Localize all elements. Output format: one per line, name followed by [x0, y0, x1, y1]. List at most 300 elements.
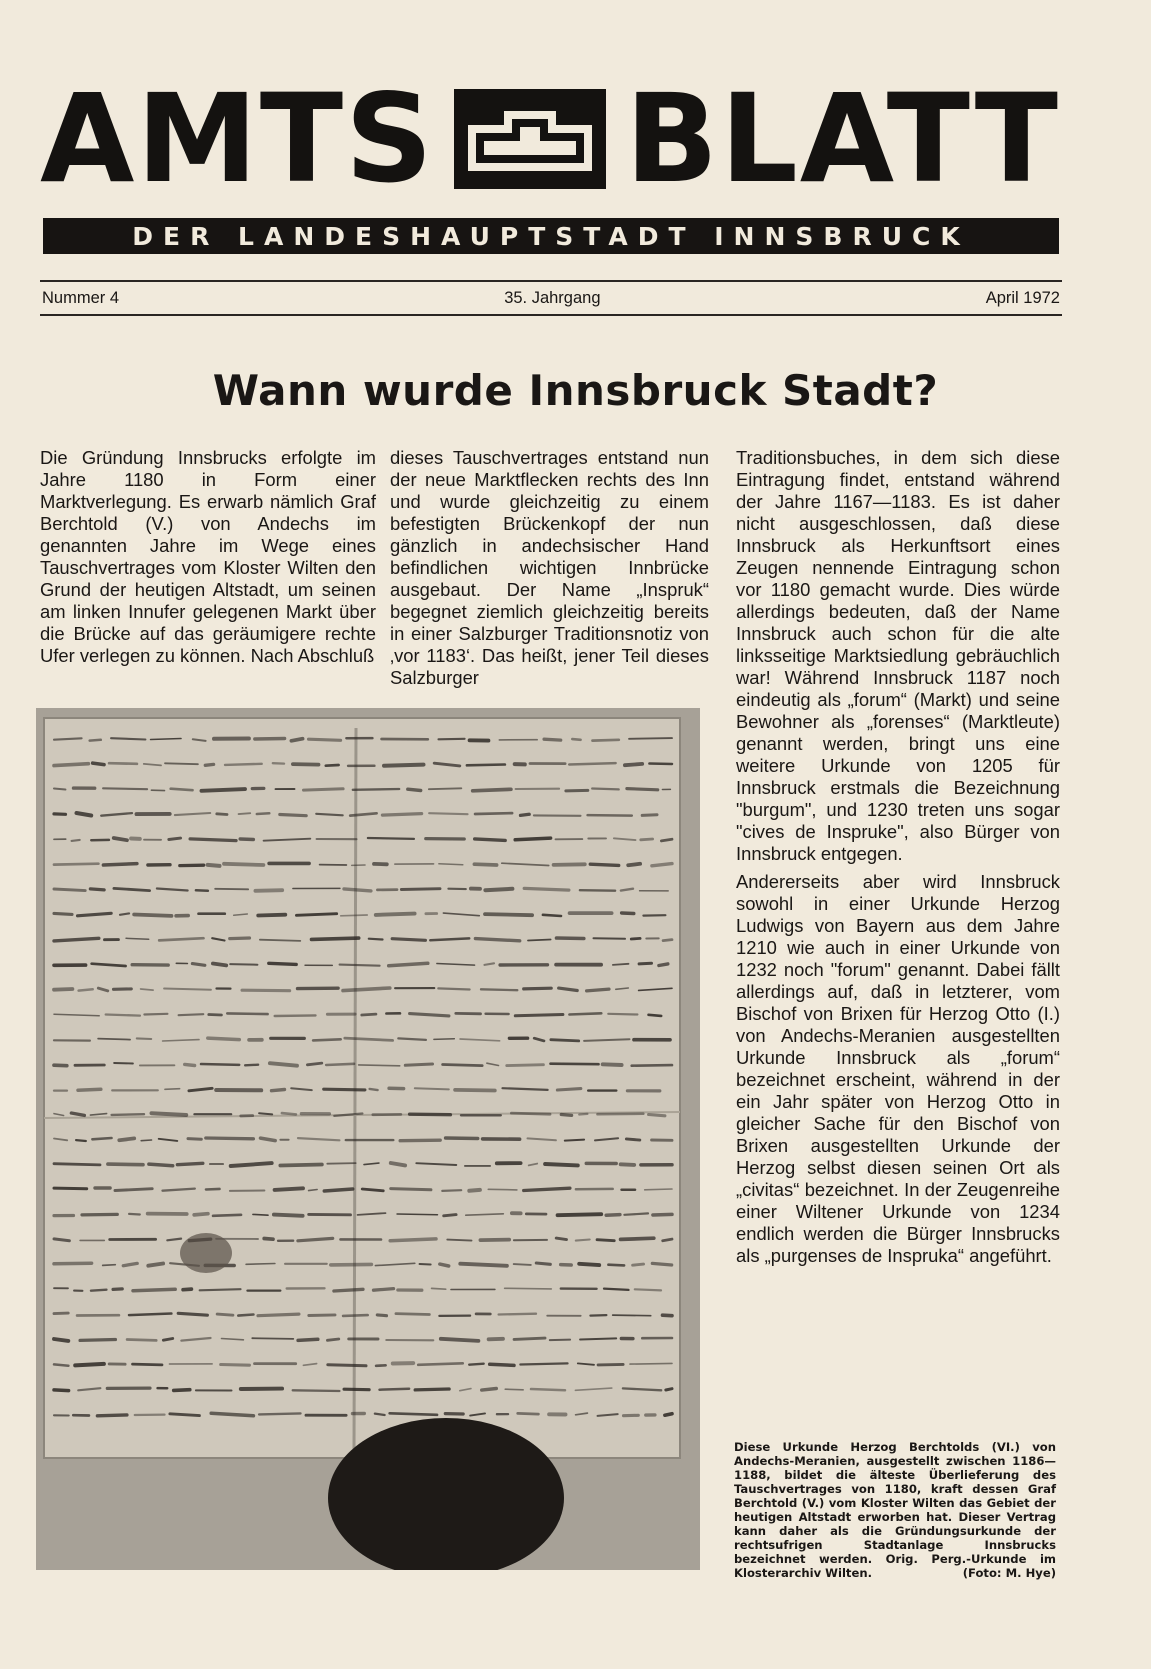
- script-stroke: [455, 1090, 495, 1091]
- script-stroke: [515, 1015, 563, 1016]
- script-stroke: [569, 763, 615, 764]
- script-stroke: [590, 864, 618, 865]
- issue-volume: 35. Jahrgang: [504, 288, 601, 307]
- script-stroke: [328, 1365, 366, 1366]
- script-stroke: [621, 1238, 654, 1239]
- script-stroke: [183, 1289, 191, 1290]
- script-stroke: [258, 1314, 299, 1316]
- script-stroke: [556, 1238, 566, 1240]
- script-stroke: [133, 1364, 163, 1365]
- script-stroke: [225, 764, 262, 765]
- script-stroke: [485, 914, 532, 915]
- script-stroke: [353, 789, 399, 790]
- script-stroke: [206, 1189, 220, 1190]
- script-stroke: [137, 1038, 151, 1039]
- script-stroke: [171, 789, 193, 791]
- script-stroke: [151, 739, 181, 740]
- script-stroke: [79, 989, 93, 990]
- script-stroke: [613, 964, 629, 965]
- script-stroke: [652, 1263, 671, 1265]
- script-stroke: [544, 739, 561, 740]
- script-stroke: [170, 1414, 200, 1416]
- script-stroke: [429, 788, 461, 789]
- script-stroke: [275, 1015, 316, 1016]
- script-stroke: [260, 940, 300, 941]
- script-stroke: [551, 1064, 599, 1065]
- script-stroke: [469, 1364, 484, 1365]
- article-column-3: [736, 447, 1060, 1267]
- script-stroke: [362, 1014, 376, 1015]
- script-stroke: [309, 1315, 335, 1316]
- script-stroke: [327, 1339, 338, 1340]
- script-stroke: [474, 864, 496, 865]
- script-stroke: [224, 864, 263, 865]
- script-stroke: [391, 1163, 405, 1165]
- script-stroke: [592, 789, 619, 790]
- script-stroke: [270, 1063, 297, 1066]
- script-stroke: [54, 764, 88, 766]
- script-stroke: [480, 1240, 509, 1241]
- script-stroke: [230, 938, 250, 939]
- script-stroke: [341, 915, 367, 916]
- script-stroke: [628, 864, 640, 865]
- script-stroke: [642, 815, 657, 816]
- script-stroke: [109, 763, 137, 764]
- script-stroke: [326, 765, 339, 766]
- script-stroke: [208, 1038, 240, 1040]
- script-stroke: [78, 1089, 101, 1090]
- script-stroke: [587, 989, 609, 991]
- script-stroke: [490, 1364, 514, 1365]
- script-stroke: [129, 1314, 171, 1316]
- script-stroke: [604, 1289, 629, 1290]
- script-stroke: [603, 1064, 622, 1065]
- script-stroke: [269, 963, 296, 964]
- script-stroke: [259, 1113, 272, 1114]
- script-stroke: [178, 1313, 207, 1315]
- script-stroke: [259, 1413, 300, 1414]
- script-stroke: [108, 1164, 143, 1165]
- script-stroke: [475, 839, 506, 841]
- script-stroke: [111, 738, 145, 739]
- script-stroke: [54, 789, 65, 790]
- script-stroke: [245, 1065, 258, 1066]
- script-stroke: [76, 1140, 86, 1141]
- script-stroke: [327, 1163, 355, 1164]
- script-stroke: [343, 1315, 368, 1316]
- script-stroke: [443, 1065, 483, 1066]
- script-stroke: [376, 1365, 386, 1366]
- script-stroke: [90, 740, 101, 741]
- script-stroke: [316, 814, 343, 816]
- script-stroke: [521, 814, 530, 815]
- script-stroke: [141, 1140, 151, 1141]
- script-stroke: [174, 1390, 190, 1391]
- script-stroke: [298, 1339, 318, 1340]
- script-stroke: [185, 1064, 195, 1065]
- script-stroke: [106, 1015, 140, 1016]
- script-stroke: [624, 1213, 648, 1214]
- script-stroke: [511, 1113, 550, 1114]
- masthead-word-blatt: BLATT: [625, 68, 1060, 210]
- script-stroke: [123, 1263, 137, 1265]
- script-stroke: [446, 1138, 478, 1139]
- script-stroke: [597, 1240, 614, 1241]
- script-stroke: [475, 939, 519, 941]
- script-stroke: [598, 1114, 644, 1115]
- script-stroke: [391, 1189, 431, 1190]
- column-3-paragraph-2: Andererseits aber wird Innsbruck sowohl in einer Urkunde Herzog Ludwigs von Bayern aus dem Jahre 1210 wie auch in einer Urkunde von 1232 noch "forum" genannt. Dabei fällt allerdings auf, daß in letzterer, vom Bischof von Brixen für Herzog Otto (I.) von Andechs-Meranien ausgestellten Urkunde Innsbruck als „forum“ bezeichnet erscheint, während in der ein Jahr später von Herzog Otto in gleicher Sache für den Bischof von Brixen ausgestellten Urkunde der Herzog selbst diesen seinen Ort als „civitas“ bezeichnet. In der Zeugenreihe einer Wiltener Urkunde von 1234 endlich werden die Bürger Innsbrucks als „purgenses de Inspruka“ angeführt.: [736, 871, 1060, 1266]
- script-stroke: [169, 838, 181, 839]
- script-stroke: [569, 1013, 601, 1014]
- script-stroke: [545, 1164, 578, 1165]
- script-stroke: [114, 1063, 133, 1064]
- script-stroke: [54, 889, 85, 891]
- script-stroke: [127, 1340, 156, 1341]
- script-stroke: [177, 1163, 202, 1164]
- script-stroke: [489, 1339, 503, 1340]
- masthead-word-amts: AMTS: [40, 68, 435, 210]
- photo-caption: [734, 1440, 1056, 1580]
- script-stroke: [92, 1138, 111, 1139]
- script-stroke: [103, 864, 136, 865]
- script-stroke: [514, 1338, 545, 1339]
- script-stroke: [97, 1415, 127, 1416]
- script-stroke: [528, 940, 551, 941]
- script-stroke: [444, 1215, 456, 1216]
- script-stroke: [275, 1188, 303, 1190]
- script-stroke: [608, 1014, 637, 1015]
- script-stroke: [326, 1064, 354, 1065]
- script-stroke: [633, 1264, 644, 1265]
- script-stroke: [261, 1138, 276, 1141]
- script-stroke: [374, 1289, 394, 1291]
- script-stroke: [392, 939, 425, 941]
- script-stroke: [126, 938, 149, 939]
- script-stroke: [255, 890, 282, 891]
- article-column-1: [40, 447, 376, 667]
- script-stroke: [148, 1264, 163, 1266]
- script-stroke: [625, 764, 642, 765]
- script-stroke: [561, 1115, 571, 1116]
- script-stroke: [594, 938, 626, 939]
- script-stroke: [645, 1189, 672, 1190]
- script-stroke: [144, 1014, 167, 1015]
- script-stroke: [291, 739, 302, 741]
- script-stroke: [557, 938, 584, 939]
- script-stroke: [215, 889, 248, 890]
- script-stroke: [557, 1089, 580, 1090]
- script-stroke: [659, 964, 668, 966]
- script-stroke: [230, 964, 257, 965]
- script-stroke: [438, 988, 469, 989]
- script-stroke: [652, 864, 672, 866]
- script-stroke: [211, 1413, 253, 1416]
- script-stroke: [440, 1264, 449, 1266]
- script-stroke: [324, 1189, 352, 1191]
- script-stroke: [415, 1088, 449, 1089]
- script-stroke: [304, 789, 344, 790]
- photo-credit: (Foto: M. Hye): [962, 1566, 1056, 1580]
- script-stroke: [307, 1063, 321, 1065]
- script-stroke: [313, 1039, 341, 1040]
- script-stroke: [80, 1340, 115, 1341]
- script-stroke: [340, 965, 380, 966]
- script-stroke: [293, 1390, 340, 1391]
- script-stroke: [112, 1114, 144, 1115]
- script-stroke: [580, 1338, 616, 1339]
- script-stroke: [441, 1339, 479, 1341]
- script-stroke: [344, 889, 371, 891]
- script-stroke: [113, 1289, 122, 1290]
- script-stroke: [666, 1389, 672, 1390]
- script-stroke: [54, 913, 72, 914]
- script-stroke: [515, 838, 550, 840]
- script-stroke: [93, 763, 104, 765]
- script-stroke: [152, 1113, 187, 1115]
- script-stroke: [54, 1065, 67, 1066]
- script-stroke: [103, 1265, 116, 1266]
- script-stroke: [396, 1314, 430, 1315]
- script-stroke: [344, 1389, 369, 1390]
- script-stroke: [649, 764, 672, 765]
- script-stroke: [653, 1214, 672, 1215]
- script-stroke: [606, 1215, 620, 1216]
- script-stroke: [362, 1189, 383, 1191]
- script-stroke: [82, 1214, 117, 1215]
- script-stroke: [209, 1015, 222, 1016]
- script-stroke: [375, 1414, 385, 1415]
- charter-photo: [36, 708, 700, 1570]
- issue-date: April 1972: [985, 288, 1060, 307]
- script-stroke: [598, 1364, 623, 1365]
- script-stroke: [190, 839, 236, 841]
- script-stroke: [377, 1315, 386, 1316]
- script-stroke: [639, 963, 651, 964]
- script-stroke: [390, 1239, 436, 1241]
- script-stroke: [482, 1389, 497, 1391]
- script-stroke: [505, 1389, 523, 1390]
- script-stroke: [434, 1039, 454, 1040]
- script-stroke: [141, 989, 154, 990]
- script-stroke: [272, 1090, 285, 1091]
- script-stroke: [565, 1140, 584, 1141]
- script-stroke: [475, 813, 512, 814]
- script-stroke: [120, 913, 129, 914]
- script-stroke: [54, 1239, 69, 1241]
- script-stroke: [280, 1165, 322, 1166]
- script-stroke: [77, 813, 92, 816]
- script-stroke: [227, 1013, 267, 1014]
- script-stroke: [239, 813, 251, 814]
- script-stroke: [149, 1164, 173, 1166]
- script-stroke: [253, 1214, 268, 1215]
- script-stroke: [309, 739, 341, 740]
- script-stroke: [485, 889, 512, 890]
- script-stroke: [572, 739, 580, 740]
- article-column-2: [390, 447, 709, 689]
- script-stroke: [54, 1339, 68, 1341]
- script-stroke: [202, 789, 246, 791]
- script-stroke: [608, 1265, 624, 1266]
- script-stroke: [543, 915, 561, 916]
- script-stroke: [188, 1139, 201, 1140]
- script-stroke: [196, 890, 208, 891]
- script-stroke: [368, 838, 414, 839]
- script-stroke: [192, 964, 204, 966]
- script-stroke: [54, 989, 72, 990]
- medieval-charter-photo-icon: [36, 708, 700, 1570]
- script-stroke: [631, 938, 640, 939]
- script-stroke: [258, 915, 285, 916]
- script-stroke: [621, 1164, 635, 1165]
- script-stroke: [408, 789, 421, 790]
- script-stroke: [246, 1264, 275, 1265]
- script-stroke: [579, 1264, 599, 1265]
- script-stroke: [213, 964, 226, 966]
- script-stroke: [665, 1414, 672, 1416]
- script-stroke: [439, 739, 465, 740]
- script-stroke: [221, 1365, 250, 1366]
- script-stroke: [524, 988, 552, 989]
- script-stroke: [213, 1215, 241, 1216]
- script-stroke: [309, 1190, 318, 1191]
- script-stroke: [114, 838, 127, 840]
- script-stroke: [217, 1314, 233, 1315]
- script-stroke: [613, 1315, 651, 1316]
- script-stroke: [590, 1315, 606, 1316]
- script-stroke: [384, 765, 424, 766]
- script-stroke: [164, 989, 211, 990]
- script-stroke: [415, 1389, 449, 1390]
- script-stroke: [252, 1338, 293, 1339]
- script-stroke: [632, 1065, 672, 1066]
- script-stroke: [163, 1339, 172, 1341]
- script-stroke: [622, 913, 634, 914]
- script-stroke: [398, 1038, 426, 1040]
- script-stroke: [200, 1289, 241, 1290]
- script-stroke: [661, 839, 672, 841]
- script-stroke: [54, 864, 98, 865]
- script-stroke: [410, 1114, 451, 1115]
- script-stroke: [460, 1264, 507, 1266]
- script-stroke: [576, 1240, 590, 1241]
- script-stroke: [129, 1214, 140, 1215]
- script-stroke: [98, 1039, 130, 1040]
- script-stroke: [593, 740, 619, 741]
- script-stroke: [369, 939, 383, 940]
- script-stroke: [467, 765, 505, 766]
- script-stroke: [520, 1363, 567, 1364]
- script-stroke: [312, 938, 359, 939]
- script-stroke: [296, 914, 336, 916]
- column-3-paragraph-1: Traditionsbuches, in dem sich diese Eintragung findet, entstand während der Jahre 1167—1183. Es ist daher nicht ausgeschlossen, daß diese Innsbruck als Herkunftsort eines Zeugen nennende Eintragung schon vor 1180 gemacht wurde. Dies würde allerdings bedeuten, daß der Name Innsbruck auch schon für die alte linksseitige Marktsiedlung gebräuchlich war! Während Innsbruck 1187 noch eindeutig als „forum“ (Markt) und seine Bewohner als „forenses“ (Marktleute) genannt werden, bringt uns eine weitere Urkunde von 1205 für Innsbruck erstmals die Bezeichnung "burgum", und 1230 treten uns sogar "cives de Inspruke", also Bürger von Innsbruck entgegen.: [736, 447, 1060, 864]
- script-stroke: [54, 1188, 87, 1189]
- script-stroke: [115, 1189, 152, 1191]
- script-stroke: [627, 789, 658, 790]
- script-stroke: [380, 1389, 410, 1390]
- script-stroke: [217, 814, 227, 815]
- script-stroke: [242, 990, 290, 991]
- script-stroke: [566, 790, 588, 791]
- script-stroke: [580, 890, 615, 891]
- script-stroke: [194, 1214, 208, 1215]
- script-stroke: [72, 840, 80, 841]
- script-stroke: [429, 813, 467, 814]
- script-stroke: [439, 864, 463, 865]
- script-stroke: [165, 763, 198, 764]
- script-stroke: [119, 1138, 134, 1140]
- script-stroke: [274, 1215, 303, 1216]
- script-stroke: [201, 1064, 239, 1065]
- script-stroke: [524, 888, 569, 890]
- script-stroke: [75, 1364, 104, 1366]
- script-stroke: [626, 1139, 639, 1140]
- script-stroke: [579, 1114, 587, 1115]
- script-stroke: [54, 1164, 100, 1165]
- script-stroke: [514, 1264, 531, 1265]
- script-stroke: [264, 1239, 273, 1240]
- script-stroke: [238, 1315, 253, 1316]
- script-stroke: [257, 813, 270, 814]
- script-stroke: [635, 1289, 661, 1290]
- issue-number: Nummer 4: [42, 288, 120, 307]
- innsbruck-bridge-emblem-icon: [454, 89, 606, 189]
- script-stroke: [505, 1288, 552, 1289]
- script-stroke: [663, 1315, 673, 1316]
- script-stroke: [397, 1214, 437, 1215]
- script-stroke: [331, 1264, 372, 1265]
- script-stroke: [134, 915, 171, 916]
- script-stroke: [255, 739, 285, 740]
- column-2-text: dieses Tauschvertrages entstand nun der neue Marktflecken rechts des Inn und wurde gleichzeitig zu einem befestigten Brückenkopf der nun gänzlich in andechsischer Hand befindlichen wichtigen Innbrücke ausgebaut. Der Name „Inspruk“ begegnet ziemlich gleichzeitig bereits in einer Salzburger Traditionsnotiz von ‚vor 1183‘. Das heißt, jener Teil dieses Salzburger: [390, 447, 709, 688]
- script-stroke: [649, 1015, 662, 1016]
- script-stroke: [401, 889, 440, 890]
- script-stroke: [420, 1264, 431, 1265]
- script-stroke: [179, 1014, 204, 1015]
- script-stroke: [432, 1288, 446, 1289]
- script-stroke: [282, 1113, 296, 1114]
- issue-info-line: [40, 280, 1062, 316]
- script-stroke: [551, 1040, 579, 1041]
- script-stroke: [531, 1389, 565, 1390]
- script-stroke: [280, 815, 306, 816]
- script-stroke: [481, 989, 517, 990]
- script-stroke: [473, 789, 511, 791]
- script-stroke: [550, 1340, 570, 1341]
- script-stroke: [469, 1190, 480, 1191]
- script-stroke: [54, 1313, 68, 1314]
- caption-text: Diese Urkunde Herzog Berchtolds (VI.) von Andechs-Meranien, ausgestellt zwischen 1186—1188, bildet die älteste Überlieferung des Tauschvertrages von 1180, kraft dessen Graf Berchtold (V.) vom Kloster Wilten das Gebiet der heutigen Altstadt erworben hat. Dieser Vertrag kann daher als die Gründungsurkunde der rechtsufrigen Stadtanlage Innsbrucks bezeichnet werden. Orig. Perg.-Urkunde im Klosterarchiv Wilten.: [734, 1440, 1056, 1580]
- script-stroke: [630, 1363, 672, 1364]
- script-stroke: [554, 864, 585, 865]
- script-stroke: [54, 738, 82, 739]
- script-stroke: [400, 1140, 440, 1141]
- script-stroke: [133, 1289, 175, 1290]
- script-stroke: [524, 1188, 570, 1190]
- script-stroke: [90, 889, 104, 890]
- script-stroke: [240, 839, 253, 840]
- script-stroke: [649, 1115, 665, 1116]
- script-stroke: [54, 1364, 68, 1365]
- script-stroke: [629, 738, 672, 739]
- masthead-title: [40, 68, 1060, 210]
- script-stroke: [507, 1065, 544, 1066]
- script-stroke: [91, 1290, 107, 1291]
- script-stroke: [558, 1214, 602, 1215]
- script-stroke: [447, 1240, 471, 1241]
- script-stroke: [418, 1363, 462, 1365]
